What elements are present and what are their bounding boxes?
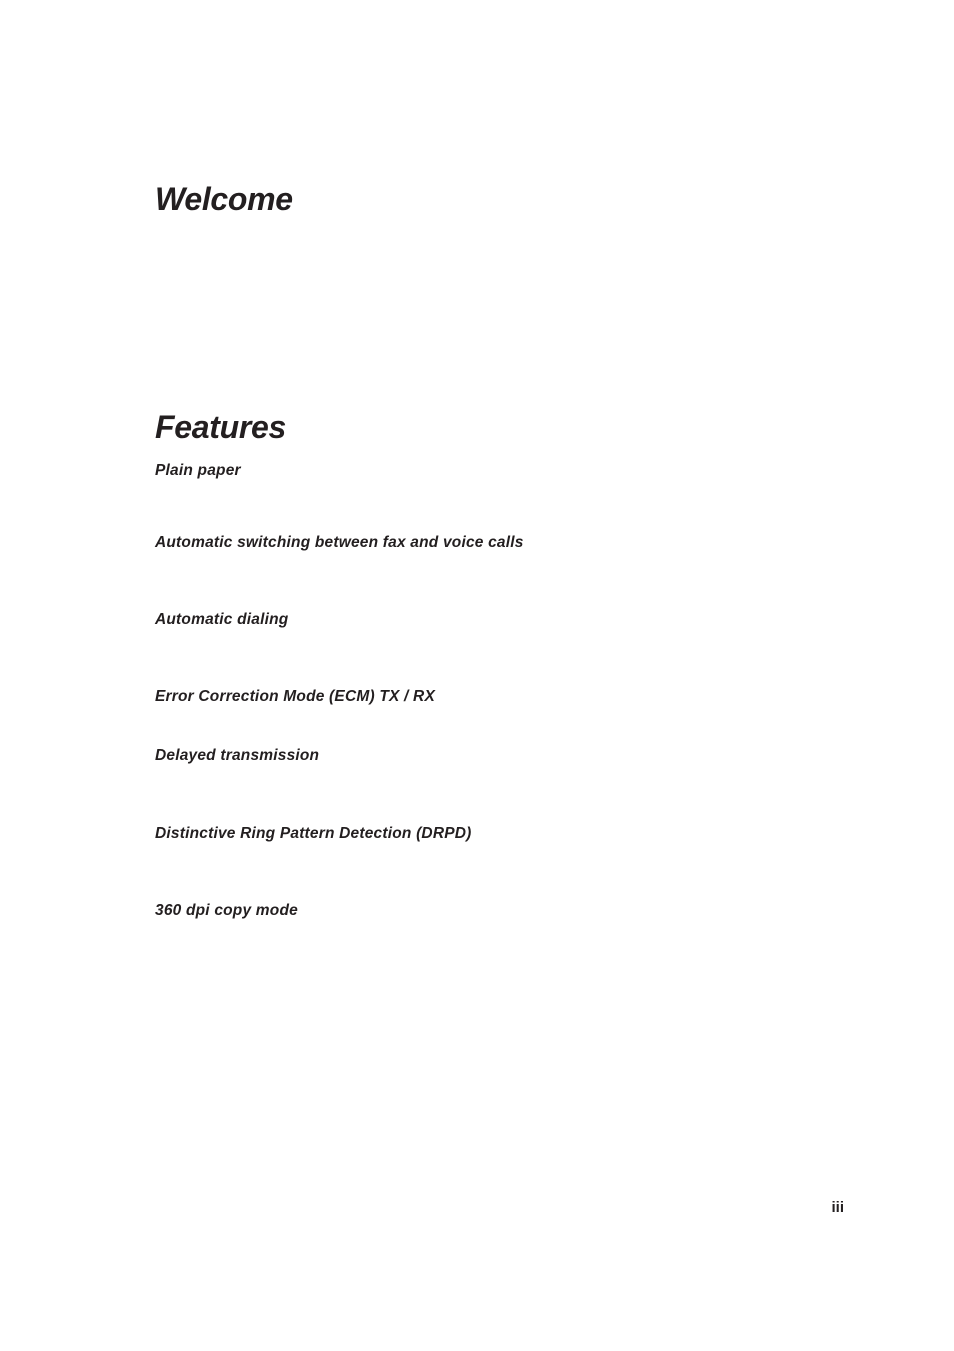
feature-plain-paper: Plain paper (155, 462, 241, 479)
welcome-heading: Welcome (155, 181, 293, 217)
feature-delayed-transmission: Delayed transmission (155, 747, 320, 764)
feature-error-correction-mode: Error Correction Mode (ECM) TX / RX (155, 688, 435, 705)
feature-automatic-switching: Automatic switching between fax and voice calls (155, 534, 524, 551)
feature-360-dpi-copy-mode: 360 dpi copy mode (155, 902, 298, 919)
features-heading: Features (155, 409, 286, 445)
feature-automatic-dialing: Automatic dialing (155, 611, 289, 628)
page-number: iii (831, 1199, 844, 1216)
feature-drpd: Distinctive Ring Pattern Detection (DRPD) (155, 825, 472, 842)
